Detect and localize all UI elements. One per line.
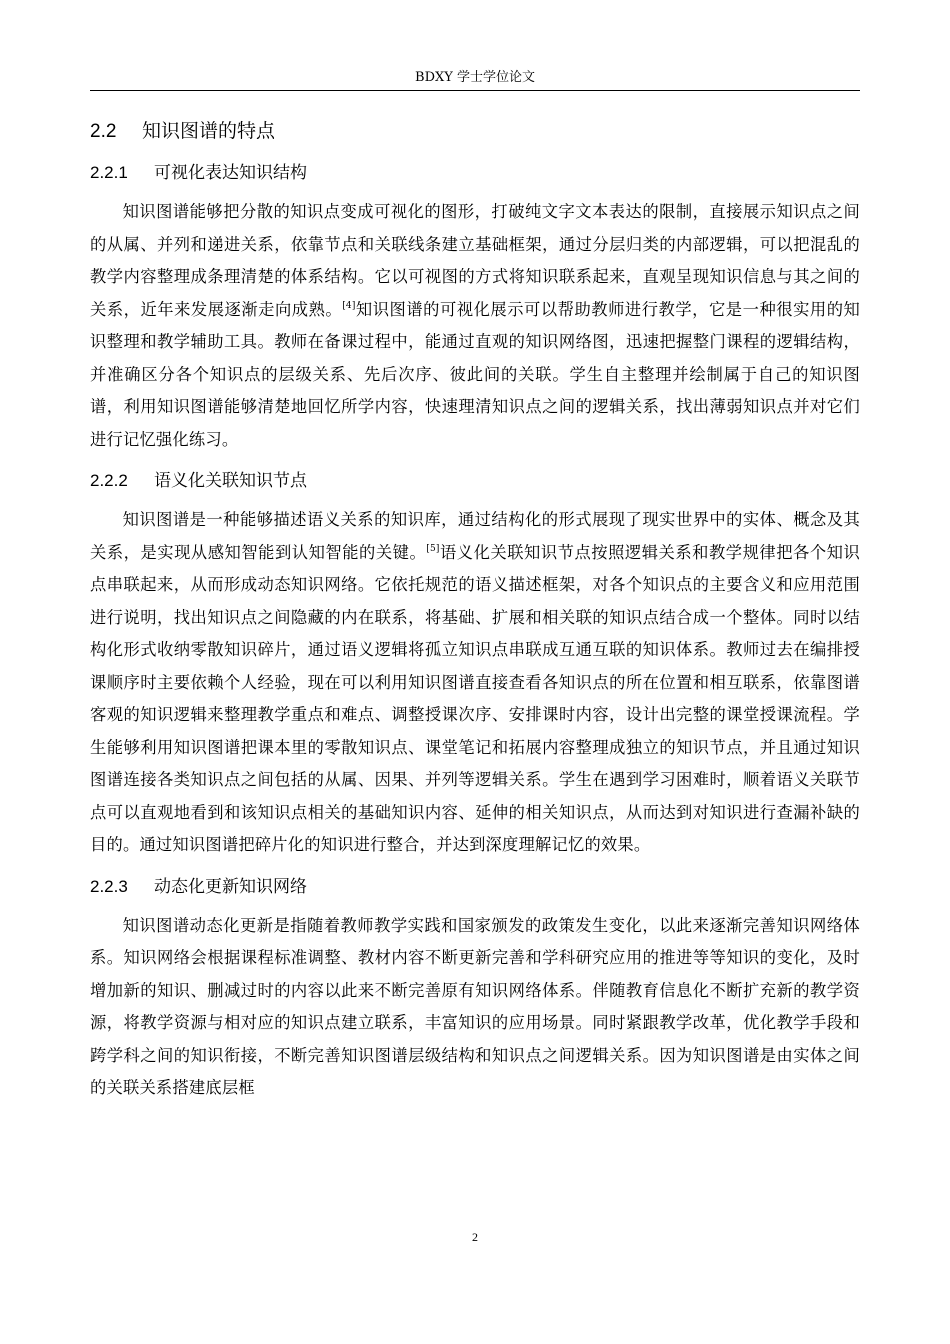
subsection-number: 2.2.3 — [90, 876, 128, 896]
subsection-heading — [90, 872, 860, 902]
paragraph-text: 知识图谱的可视化展示可以帮助教师进行教学，它是一种很实用的知识整理和教学辅助工具。教师在备课过程中，能通过直观的知识网络图，迅速把握整门课程的逻辑结构，并准确区分各个知识点的层级关系、先后次序、彼此间的关联。学生自主整理并绘制属于自己的知识图谱，利用知识图谱能够清楚地回忆所学内容，快速理清知识点之间的逻辑关系，找出薄弱知识点并对它们进行记忆强化练习。 — [90, 299, 860, 449]
paragraph-text: 知识图谱动态化更新是指随着教师教学实践和国家颁发的政策发生变化，以此来逐渐完善知识网络体系。知识网络会根据课程标准调整、教材内容不断更新完善和学科研究应用的推进等等知识的变化，及时增加新的知识、删减过时的内容以此来不断完善原有知识网络体系。伴随教育信息化不断扩充新的教学资源，将教学资源与相对应的知识点建立联系，丰富知识的应用场景。同时紧跟教学改革，优化教学手段和跨学科之间的知识衔接，不断完善知识图谱层级结构和知识点之间逻辑关系。因为知识图谱是由实体之间的关联关系搭建底层框 — [90, 915, 860, 1097]
subsection-title: 语义化关联知识节点 — [154, 471, 307, 491]
page-number: 2 — [472, 1230, 478, 1244]
paragraph-text: 知识图谱是一种能够描述语义关系的知识库，通过结构化的形式展现了现实世界中的实体、概念及其关系，是实现从感知智能到认知智能的关键。 — [90, 510, 860, 562]
subsection-heading — [90, 158, 860, 188]
body-paragraph — [90, 196, 860, 456]
subsection-heading — [90, 466, 860, 496]
page-content — [90, 110, 860, 1115]
paragraph-text: 语义化关联知识节点按照逻辑关系和教学规律把各个知识点串联起来，从而形成动态知识网络。它依托规范的语义描述框架，对各个知识点的主要含义和应用范围进行说明，找出知识点之间隐藏的内在联系，将基础、扩展和相关联的知识点结合成一个整体。同时以结构化形式收纳零散知识碎片，通过语义逻辑将孤立知识点串联成互通互联的知识体系。教师过去在编排授课顺序时主要依赖个人经验，现在可以利用知识图谱直接查看各知识点的所在位置和相互联系，依靠图谱客观的知识逻辑来整理教学重点和难点、调整授课次序、安排课时内容，设计出完整的课堂授课流程。学生能够利用知识图谱把课本里的零散知识点、课堂笔记和拓展内容整理成独立的知识节点，并且通过知识图谱连接各类知识点之间包括的从属、因果、并列等逻辑关系。学生在遇到学习困难时，顺着语义关联节点可以直观地看到和该知识点相关的基础知识内容、延伸的相关知识点，从而达到对知识进行查漏补缺的目的。通过知识图谱把碎片化的知识进行整合，并达到深度理解记忆的效果。 — [90, 542, 860, 854]
section-title: 知识图谱的特点 — [142, 120, 276, 142]
citation-ref: [5] — [426, 543, 440, 554]
subsection-title: 可视化表达知识结构 — [154, 163, 307, 183]
section-number: 2.2 — [90, 121, 117, 142]
paragraph-text: 知识图谱能够把分散的知识点变成可视化的图形，打破纯文字文本表达的限制，直接展示知识点之间的从属、并列和递进关系，依靠节点和关联线条建立基础框架，通过分层归类的内部逻辑，可以把混乱的教学内容整理成条理清楚的体系结构。它以可视图的方式将知识联系起来，直观呈现知识信息与其之间的关系，近年来发展逐渐走向成熟。 — [90, 202, 860, 319]
citation-ref: [4] — [342, 300, 356, 311]
subsection-number: 2.2.1 — [90, 163, 128, 182]
body-paragraph — [90, 910, 860, 1105]
body-paragraph — [90, 504, 860, 862]
subsection-number: 2.2.2 — [90, 471, 128, 490]
running-header: BDXY 学士学位论文 — [90, 66, 860, 91]
section-heading — [90, 116, 860, 146]
subsection-title: 动态化更新知识网络 — [154, 876, 307, 897]
